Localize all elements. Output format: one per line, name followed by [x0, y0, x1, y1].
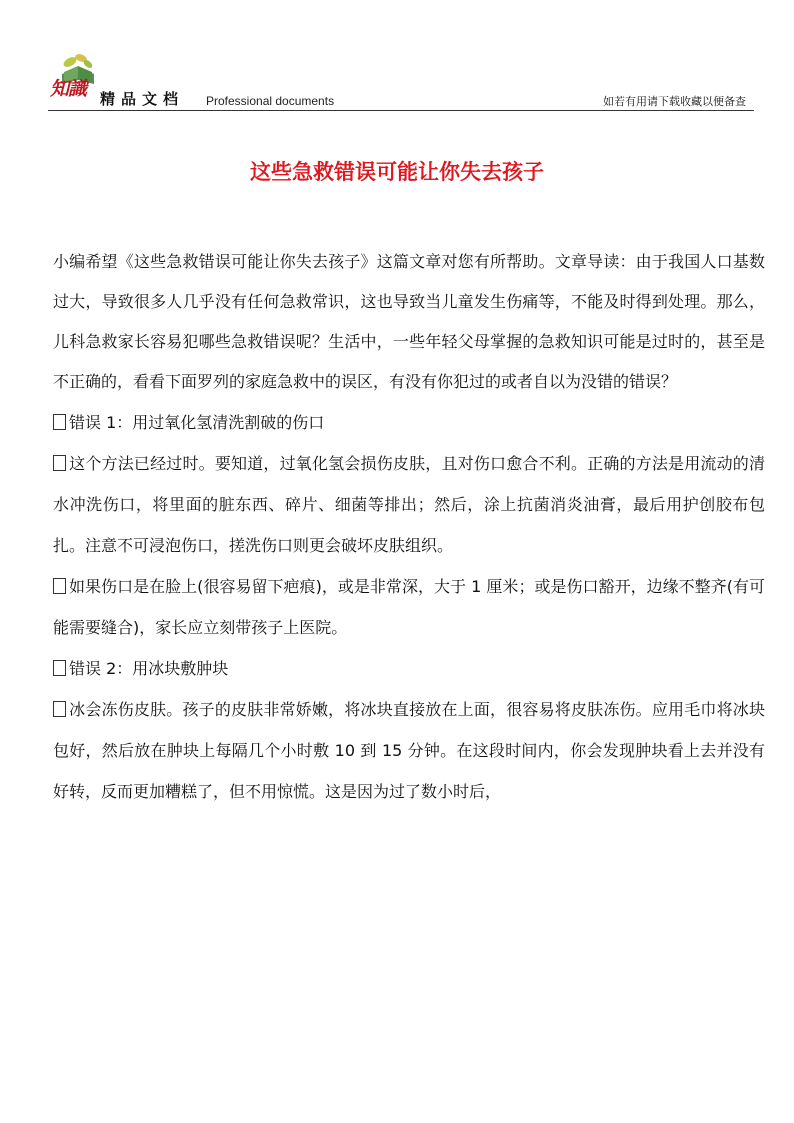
- checkbox-marker-icon: [53, 414, 66, 430]
- paragraph: [53, 566, 765, 648]
- paragraph-text: 如果伤口是在脸上(很容易留下疤痕)，或是非常深，大于 1 厘米；或是伤口豁开，边缘不整齐(有可能需要缝合)，家长应立刻带孩子上医院。: [53, 577, 765, 637]
- page-header: [48, 50, 754, 112]
- checkbox-marker-icon: [53, 578, 66, 594]
- checkbox-marker-icon: [53, 660, 66, 676]
- paragraph-text: 错误 2：用冰块敷肿块: [69, 659, 229, 678]
- checkbox-marker-icon: [53, 455, 66, 471]
- document-body: [53, 242, 765, 812]
- paragraph-text: 这个方法已经过时。要知道，过氧化氢会损伤皮肤，且对伤口愈合不利。正确的方法是用流动的清水冲洗伤口，将里面的脏东西、碎片、细菌等排出；然后，涂上抗菌消炎油膏，最后用护创胶布包扎。注意不可浸泡伤口，搓洗伤口则更会破坏皮肤组织。: [53, 454, 765, 555]
- paragraph-text: 错误 1：用过氧化氢清洗割破的伤口: [69, 413, 325, 432]
- section-heading: [53, 648, 765, 689]
- brand-subtitle: Professional documents: [206, 94, 335, 108]
- brand-title: 精品文档: [100, 90, 185, 108]
- logo-text: 知識: [50, 78, 87, 100]
- checkbox-marker-icon: [53, 701, 66, 717]
- section-heading: [53, 402, 765, 443]
- paragraph-text: 冰会冻伤皮肤。孩子的皮肤非常娇嫩，将冰块直接放在上面，很容易将皮肤冻伤。应用毛巾将冰块包好，然后放在肿块上每隔几个小时敷 10 到 15 分钟。在这段时间内，你会发现肿块看上去并没有好转，反而更加糟糕了，但不用惊慌。这是因为过了数小时后，: [53, 700, 765, 801]
- paragraph: [53, 689, 765, 812]
- paragraph: [53, 242, 765, 402]
- paragraph: [53, 443, 765, 566]
- header-note: 如若有用请下载收藏以便备查: [603, 95, 746, 108]
- paragraph-text: 小编希望《这些急救错误可能让你失去孩子》这篇文章对您有所帮助。文章导读：由于我国人口基数过大，导致很多人几乎没有任何急救常识，这也导致当儿童发生伤痛等，不能及时得到处理。那么，儿科急救家长容易犯哪些急救错误呢？生活中，一些年轻父母掌握的急救知识可能是过时的，甚至是不正确的，看看下面罗列的家庭急救中的误区，有没有你犯过的或者自以为没错的错误？: [53, 252, 765, 391]
- document-title: 这些急救错误可能让你失去孩子: [250, 160, 544, 184]
- header-divider: [48, 110, 754, 111]
